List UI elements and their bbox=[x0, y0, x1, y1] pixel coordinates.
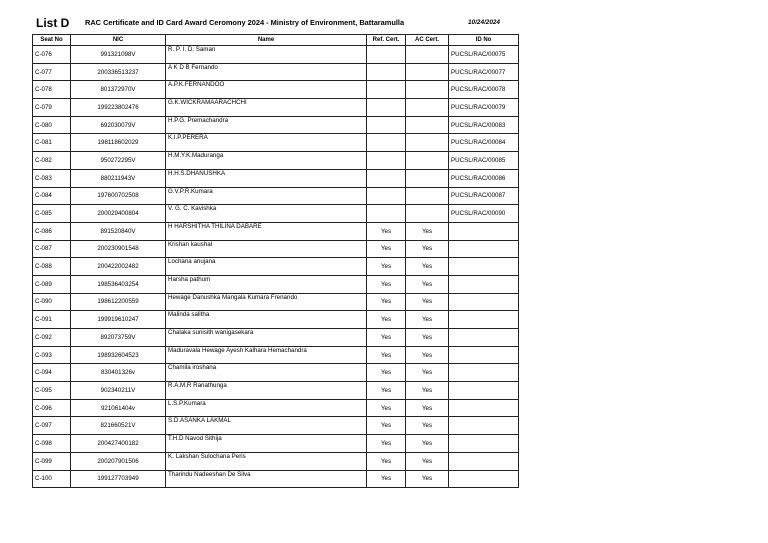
nic-cell: 198612200559 bbox=[71, 293, 166, 311]
seat-no-cell: C-090 bbox=[33, 293, 71, 311]
ac-cert-cell bbox=[406, 134, 449, 152]
ref-cert-cell bbox=[367, 134, 406, 152]
ac-cert-cell bbox=[406, 116, 449, 134]
name-cell: L.S.P.Kumara bbox=[166, 399, 367, 417]
table-row bbox=[33, 275, 519, 293]
id-no-cell bbox=[449, 258, 519, 276]
nic-cell: 821660521V bbox=[71, 417, 166, 435]
ac-cert-cell bbox=[406, 187, 449, 205]
list-title: List D bbox=[36, 16, 70, 30]
id-no-cell: PUCSL/RAC/00083 bbox=[449, 116, 519, 134]
seat-no-cell: C-097 bbox=[33, 417, 71, 435]
name-cell: Lochana anujana bbox=[166, 258, 367, 276]
ref-cert-cell: Yes bbox=[367, 382, 406, 400]
id-no-cell bbox=[449, 452, 519, 470]
id-no-cell bbox=[449, 240, 519, 258]
nic-cell: 950272295V bbox=[71, 152, 166, 170]
name-cell: Tharindu Nadeeshan De Silva bbox=[166, 470, 367, 488]
seat-no-cell: C-093 bbox=[33, 346, 71, 364]
table-row bbox=[33, 258, 519, 276]
ac-cert-cell: Yes bbox=[406, 399, 449, 417]
document-date: 10/24/2024 bbox=[468, 19, 500, 26]
ac-cert-cell: Yes bbox=[406, 258, 449, 276]
name-cell: Chalaka sunisith wanigasekara bbox=[166, 329, 367, 347]
ref-cert-cell: Yes bbox=[367, 275, 406, 293]
table-row bbox=[33, 452, 519, 470]
seat-no-cell: C-076 bbox=[33, 46, 71, 64]
table-row bbox=[33, 417, 519, 435]
column-header-id-no: ID No bbox=[449, 35, 519, 46]
table-row bbox=[33, 435, 519, 453]
id-no-cell: PUCSL/RAC/00090 bbox=[449, 205, 519, 223]
ac-cert-cell: Yes bbox=[406, 364, 449, 382]
ac-cert-cell bbox=[406, 63, 449, 81]
seat-no-cell: C-099 bbox=[33, 452, 71, 470]
ac-cert-cell: Yes bbox=[406, 435, 449, 453]
ac-cert-cell: Yes bbox=[406, 346, 449, 364]
table-row bbox=[33, 152, 519, 170]
nic-cell: 991321098V bbox=[71, 46, 166, 64]
ref-cert-cell bbox=[367, 187, 406, 205]
name-cell: Malinda salitha bbox=[166, 311, 367, 329]
seat-no-cell: C-092 bbox=[33, 329, 71, 347]
ref-cert-cell: Yes bbox=[367, 293, 406, 311]
seat-no-cell: C-083 bbox=[33, 169, 71, 187]
ac-cert-cell: Yes bbox=[406, 275, 449, 293]
nic-cell: 200336513237 bbox=[71, 63, 166, 81]
table-row bbox=[33, 81, 519, 99]
name-cell: Maduravala Hewage Ayesh Kalhara Hemachandra bbox=[166, 346, 367, 364]
nic-cell: 198536403254 bbox=[71, 275, 166, 293]
ac-cert-cell: Yes bbox=[406, 382, 449, 400]
nic-cell: 801372970V bbox=[71, 81, 166, 99]
seat-no-cell: C-082 bbox=[33, 152, 71, 170]
ref-cert-cell: Yes bbox=[367, 329, 406, 347]
seat-no-cell: C-089 bbox=[33, 275, 71, 293]
ac-cert-cell bbox=[406, 81, 449, 99]
nic-cell: 199919610247 bbox=[71, 311, 166, 329]
table-row bbox=[33, 169, 519, 187]
table-row bbox=[33, 240, 519, 258]
attendee-table bbox=[32, 34, 519, 488]
name-cell: Harsha pathum bbox=[166, 275, 367, 293]
ac-cert-cell: Yes bbox=[406, 311, 449, 329]
name-cell: V. G. C. Kavishka bbox=[166, 205, 367, 223]
id-no-cell: PUCSL/RAC/00085 bbox=[449, 152, 519, 170]
ref-cert-cell bbox=[367, 81, 406, 99]
seat-no-cell: C-100 bbox=[33, 470, 71, 488]
ac-cert-cell: Yes bbox=[406, 329, 449, 347]
ref-cert-cell bbox=[367, 63, 406, 81]
nic-cell: 199127703949 bbox=[71, 470, 166, 488]
id-no-cell bbox=[449, 435, 519, 453]
nic-cell: 902340211V bbox=[71, 382, 166, 400]
table-row bbox=[33, 63, 519, 81]
ref-cert-cell: Yes bbox=[367, 240, 406, 258]
nic-cell: 200207901506 bbox=[71, 452, 166, 470]
column-header-name: Name bbox=[166, 35, 367, 46]
ref-cert-cell: Yes bbox=[367, 452, 406, 470]
seat-no-cell: C-080 bbox=[33, 116, 71, 134]
name-cell: H HARSHITHA THILINA DABARE bbox=[166, 222, 367, 240]
ac-cert-cell: Yes bbox=[406, 222, 449, 240]
seat-no-cell: C-084 bbox=[33, 187, 71, 205]
table-row bbox=[33, 311, 519, 329]
table-row bbox=[33, 222, 519, 240]
table-row bbox=[33, 116, 519, 134]
ac-cert-cell: Yes bbox=[406, 417, 449, 435]
ref-cert-cell bbox=[367, 99, 406, 117]
name-cell: G.V.P.R.Kumara bbox=[166, 187, 367, 205]
ac-cert-cell: Yes bbox=[406, 452, 449, 470]
name-cell: K.I.P.PERERA bbox=[166, 134, 367, 152]
seat-no-cell: C-088 bbox=[33, 258, 71, 276]
table-row bbox=[33, 382, 519, 400]
table-row bbox=[33, 46, 519, 64]
name-cell: G.K.WICKRAMAARACHCHI bbox=[166, 99, 367, 117]
id-no-cell bbox=[449, 311, 519, 329]
seat-no-cell: C-096 bbox=[33, 399, 71, 417]
id-no-cell: PUCSL/RAC/00077 bbox=[449, 63, 519, 81]
table-row bbox=[33, 99, 519, 117]
ref-cert-cell bbox=[367, 169, 406, 187]
document-title: RAC Certificate and ID Card Award Ceromony 2024 - Ministry of Environment, Battaramulla bbox=[85, 18, 405, 27]
name-cell: A K D B Fernando bbox=[166, 63, 367, 81]
id-no-cell bbox=[449, 293, 519, 311]
document-header bbox=[33, 15, 518, 31]
ref-cert-cell: Yes bbox=[367, 364, 406, 382]
name-cell: H.H.S.DHANUSHKA bbox=[166, 169, 367, 187]
nic-cell: 880211943V bbox=[71, 169, 166, 187]
id-no-cell: PUCSL/RAC/00087 bbox=[449, 187, 519, 205]
ac-cert-cell: Yes bbox=[406, 240, 449, 258]
id-no-cell: PUCSL/RAC/00084 bbox=[449, 134, 519, 152]
nic-cell: 921061404v bbox=[71, 399, 166, 417]
nic-cell: 200422002482 bbox=[71, 258, 166, 276]
ref-cert-cell: Yes bbox=[367, 222, 406, 240]
id-no-cell bbox=[449, 329, 519, 347]
nic-cell: 199223802476 bbox=[71, 99, 166, 117]
table-row bbox=[33, 470, 519, 488]
name-cell: K. Lakshan Sulochana Peris bbox=[166, 452, 367, 470]
ref-cert-cell: Yes bbox=[367, 399, 406, 417]
ref-cert-cell bbox=[367, 152, 406, 170]
name-cell: H.P.G. Premachandra bbox=[166, 116, 367, 134]
nic-cell: 200029400804 bbox=[71, 205, 166, 223]
nic-cell: 830401326v bbox=[71, 364, 166, 382]
ac-cert-cell: Yes bbox=[406, 293, 449, 311]
id-no-cell: PUCSL/RAC/00078 bbox=[449, 81, 519, 99]
column-header-ac-cert: AC Cert. bbox=[406, 35, 449, 46]
ref-cert-cell: Yes bbox=[367, 417, 406, 435]
name-cell: Chamila iroshana bbox=[166, 364, 367, 382]
id-no-cell bbox=[449, 222, 519, 240]
table-row bbox=[33, 399, 519, 417]
seat-no-cell: C-094 bbox=[33, 364, 71, 382]
name-cell: Hewage Danushka Mangala Kumara Frenando bbox=[166, 293, 367, 311]
seat-no-cell: C-081 bbox=[33, 134, 71, 152]
column-header-seat-no: Seat No bbox=[33, 35, 71, 46]
ac-cert-cell bbox=[406, 46, 449, 64]
seat-no-cell: C-085 bbox=[33, 205, 71, 223]
table-row bbox=[33, 329, 519, 347]
ref-cert-cell: Yes bbox=[367, 346, 406, 364]
nic-cell: 891520840V bbox=[71, 222, 166, 240]
id-no-cell bbox=[449, 382, 519, 400]
seat-no-cell: C-079 bbox=[33, 99, 71, 117]
ref-cert-cell bbox=[367, 46, 406, 64]
table-row bbox=[33, 205, 519, 223]
name-cell: S.D.ASANKA LAKMAL bbox=[166, 417, 367, 435]
id-no-cell bbox=[449, 399, 519, 417]
id-no-cell: PUCSL/RAC/00086 bbox=[449, 169, 519, 187]
column-header-ref-cert: Ref. Cert. bbox=[367, 35, 406, 46]
nic-cell: 197600702508 bbox=[71, 187, 166, 205]
ref-cert-cell: Yes bbox=[367, 470, 406, 488]
id-no-cell bbox=[449, 470, 519, 488]
seat-no-cell: C-086 bbox=[33, 222, 71, 240]
table-row bbox=[33, 364, 519, 382]
nic-cell: 892073759V bbox=[71, 329, 166, 347]
id-no-cell bbox=[449, 417, 519, 435]
seat-no-cell: C-095 bbox=[33, 382, 71, 400]
seat-no-cell: C-087 bbox=[33, 240, 71, 258]
ref-cert-cell: Yes bbox=[367, 435, 406, 453]
name-cell: Krishan kaushal bbox=[166, 240, 367, 258]
name-cell: R. P. I. D. Saman bbox=[166, 46, 367, 64]
table-row bbox=[33, 134, 519, 152]
seat-no-cell: C-091 bbox=[33, 311, 71, 329]
id-no-cell bbox=[449, 275, 519, 293]
ref-cert-cell: Yes bbox=[367, 258, 406, 276]
ref-cert-cell bbox=[367, 116, 406, 134]
name-cell: R.A.M.R Ranathunga bbox=[166, 382, 367, 400]
ac-cert-cell bbox=[406, 205, 449, 223]
ac-cert-cell: Yes bbox=[406, 470, 449, 488]
ac-cert-cell bbox=[406, 169, 449, 187]
nic-cell: 692030079V bbox=[71, 116, 166, 134]
id-no-cell: PUCSL/RAC/00075 bbox=[449, 46, 519, 64]
name-cell: T.H.D Navod Sithija bbox=[166, 435, 367, 453]
nic-cell: 198118602029 bbox=[71, 134, 166, 152]
table-row bbox=[33, 293, 519, 311]
ac-cert-cell bbox=[406, 152, 449, 170]
id-no-cell: PUCSL/RAC/00079 bbox=[449, 99, 519, 117]
id-no-cell bbox=[449, 346, 519, 364]
seat-no-cell: C-077 bbox=[33, 63, 71, 81]
nic-cell: 200230901548 bbox=[71, 240, 166, 258]
seat-no-cell: C-098 bbox=[33, 435, 71, 453]
table-body bbox=[33, 46, 519, 488]
ref-cert-cell: Yes bbox=[367, 311, 406, 329]
table-row bbox=[33, 346, 519, 364]
table-header-row bbox=[33, 35, 519, 46]
nic-cell: 198932604523 bbox=[71, 346, 166, 364]
seat-no-cell: C-078 bbox=[33, 81, 71, 99]
ac-cert-cell bbox=[406, 99, 449, 117]
name-cell: H.M.Y.K.Maduranga bbox=[166, 152, 367, 170]
id-no-cell bbox=[449, 364, 519, 382]
nic-cell: 200427400182 bbox=[71, 435, 166, 453]
column-header-nic: NIC bbox=[71, 35, 166, 46]
ref-cert-cell bbox=[367, 205, 406, 223]
table-row bbox=[33, 187, 519, 205]
name-cell: A.P.K.FERNANDOO bbox=[166, 81, 367, 99]
